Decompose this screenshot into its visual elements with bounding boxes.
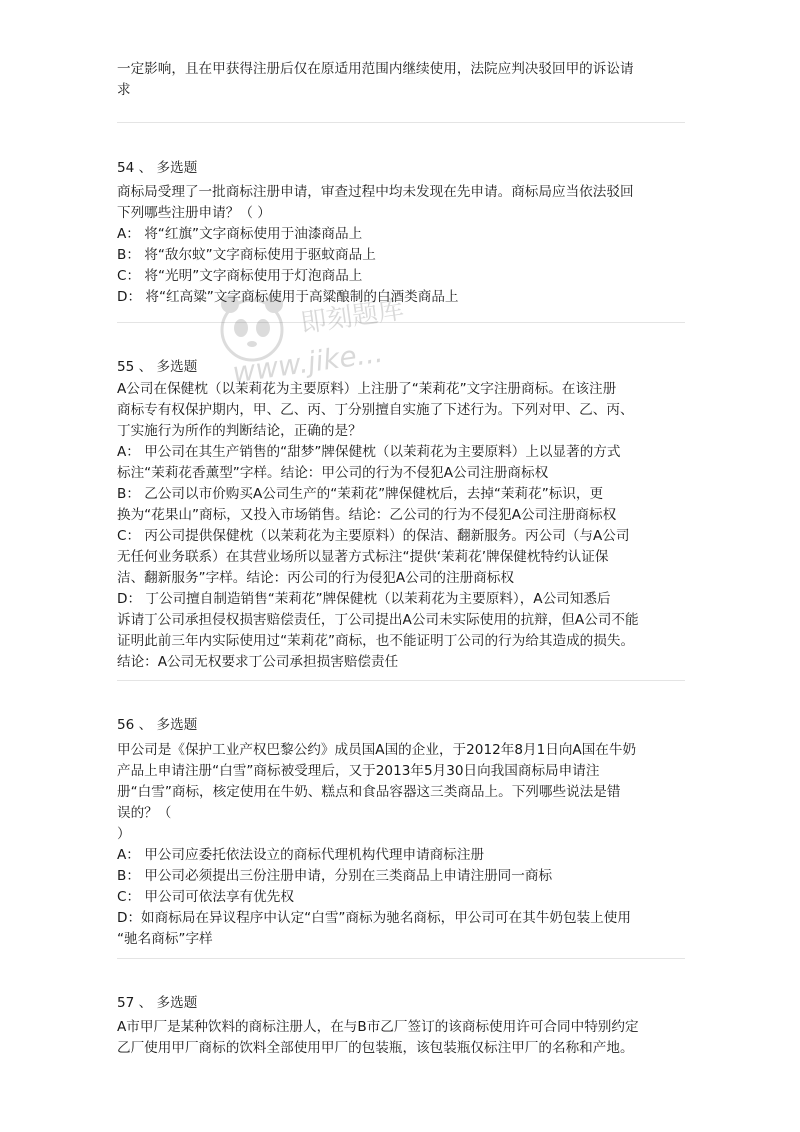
option-d: D： 将“红高粱”文字商标使用于高粱酿制的白酒类商品上 [117, 289, 459, 305]
question-header: 55 、 多选题 [117, 359, 198, 375]
question-stem: 商标专有权保护期内，甲、乙、丙、丁分别擅自实施了下述行为。下列对甲、乙、丙、 [117, 402, 634, 418]
question-57 [117, 993, 689, 1059]
question-stem: 乙厂使用甲厂商标的饮料全部使用甲厂的包装瓶，该包装瓶仅标注甲厂的名称和产地。 [117, 1040, 634, 1056]
question-header: 57 、 多选题 [117, 995, 198, 1011]
option-c: C： 将“光明”文字商标使用于灯泡商品上 [117, 268, 363, 284]
divider [117, 680, 685, 681]
question-55 [117, 357, 689, 673]
option-a: A： 将“红旗”文字商标使用于油漆商品上 [117, 226, 363, 242]
option-a: 标注“茉莉花香薰型”字样。结论：甲公司的行为不侵犯A公司注册商标权 [117, 465, 549, 481]
question-stem: ） [117, 826, 131, 842]
previous-answer-text [117, 59, 689, 101]
question-56 [117, 715, 689, 950]
option-c: 洁、翻新服务”字样。结论：丙公司的行为侵犯A公司的注册商标权 [117, 570, 514, 586]
option-d: 证明此前三年内实际使用过“茉莉花”商标，也不能证明丁公司的行为给其造成的损失。 [117, 633, 635, 649]
option-d: 结论：A公司无权要求丁公司承担损害赔偿责任 [117, 654, 399, 670]
option-d: 诉请丁公司承担侵权损害赔偿责任，丁公司提出A公司未实际使用的抗辩，但A公司不能 [117, 612, 639, 628]
divider [117, 122, 685, 123]
option-a: A： 甲公司在其生产销售的“甜梦”牌保健枕（以茉莉花为主要原料）上以显著的方式 [117, 444, 621, 460]
watermark-url: www.jike... [230, 335, 386, 390]
question-header: 56 、 多选题 [117, 717, 198, 733]
question-stem: 误的？（ [117, 805, 172, 821]
question-header: 54 、 多选题 [117, 160, 198, 176]
option-a: A： 甲公司应委托依法设立的商标代理机构代理申请商标注册 [117, 847, 485, 863]
option-d: D： 丁公司擅自制造销售“茉莉花”牌保健枕（以茉莉花为主要原料），A公司知悉后 [117, 591, 611, 607]
question-stem: A公司在保健枕（以茉莉花为主要原料）上注册了“茉莉花”文字注册商标。在该注册 [117, 381, 617, 397]
option-b: B： 乙公司以市价购买A公司生产的“茉莉花”牌保健枕后，去掉“茉莉花”标识，更 [117, 486, 604, 502]
divider [117, 322, 685, 323]
option-b: B： 甲公司必须提出三份注册申请，分别在三类商品上申请注册同一商标 [117, 868, 553, 884]
text-line: 求 [117, 82, 131, 98]
question-stem: 册“白雪”商标，核定使用在牛奶、糕点和食品容器这三类商品上。下列哪些说法是错 [117, 784, 621, 800]
option-c: 无任何业务联系）在其营业场所以显著方式标注“提供‘茉莉花’牌保健枕特约认证保 [117, 549, 609, 565]
option-d: D：如商标局在异议程序中认定“白雪”商标为驰名商标，甲公司可在其牛奶包装上使用 [117, 910, 631, 926]
question-stem: A市甲厂是某种饮料的商标注册人，在与B市乙厂签订的该商标使用许可合同中特别约定 [117, 1019, 639, 1035]
option-c: C： 甲公司可依法享有优先权 [117, 889, 294, 905]
text-line: 一定影响，且在甲获得注册后仅在原适用范围内继续使用，法院应判决驳回甲的诉讼请 [117, 61, 634, 77]
option-b: 换为“花果山”商标，又投入市场销售。结论：乙公司的行为不侵犯A公司注册商标权 [117, 507, 617, 523]
divider [117, 958, 685, 959]
option-c: C： 丙公司提供保健枕（以茉莉花为主要原料）的保洁、翻新服务。丙公司（与A公司 [117, 528, 630, 544]
watermark-brand: 即刻题库 [298, 294, 406, 340]
question-stem: 甲公司是《保护工业产权巴黎公约》成员国A国的企业，于2012年8月1日向A国在牛奶 [117, 742, 637, 758]
option-b: B： 将“敌尔蚊”文字商标使用于驱蚊商品上 [117, 247, 376, 263]
question-stem: 商标局受理了一批商标注册申请，审查过程中均未发现在先申请。商标局应当依法驳回 [117, 184, 634, 200]
question-stem: 产品上申请注册“白雪”商标被受理后，又于2013年5月30日向我国商标局申请注 [117, 763, 600, 779]
option-d: “驰名商标”字样 [117, 931, 213, 947]
question-stem: 下列哪些注册申请？（ ） [117, 205, 271, 221]
question-stem: 丁实施行为所作的判断结论，正确的是？ [117, 423, 362, 439]
question-54 [117, 158, 689, 308]
